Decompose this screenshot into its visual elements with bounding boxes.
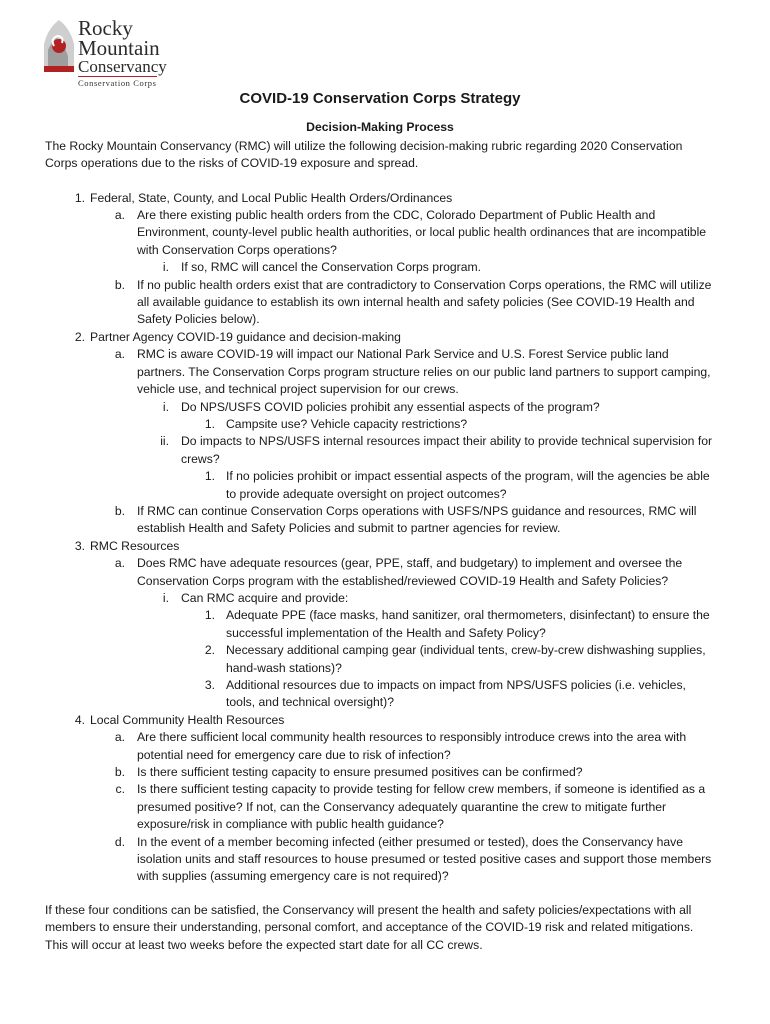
document-title: COVID-19 Conservation Corps Strategy bbox=[239, 90, 521, 107]
outline-item bbox=[45, 834, 715, 886]
list-text: Is there sufficient testing capacity to provide testing for fellow crew members, if someone is identified as a presumed positive? If not, can the Conservancy adequately quarantine the crew to mitigate further exposure/risk in compliance with public health guidance? bbox=[137, 782, 706, 832]
outline-item bbox=[45, 329, 715, 346]
list-text: Is there sufficient testing capacity to ensure presumed positives can be confirmed? bbox=[137, 765, 583, 780]
list-marker: a. bbox=[114, 347, 125, 362]
outline-item bbox=[45, 538, 715, 555]
list-text: If no public health orders exist that are contradictory to Conservation Corps operations, the RMC will utilize all available guidance to establish its own internal health and safety policies (See COVID-19 Health and Safety Policies below). bbox=[137, 277, 712, 327]
list-marker: 2. bbox=[204, 643, 215, 658]
list-text: If RMC can continue Conservation Corps operations with USFS/NPS guidance and resources, RMC will establish Health and Safety Policies and submit to partner agencies for review. bbox=[137, 503, 697, 536]
outline-item bbox=[45, 729, 715, 764]
list-text: RMC Resources bbox=[90, 538, 180, 553]
outline-item bbox=[45, 503, 715, 538]
logo-subline: Conservation Corps bbox=[78, 78, 157, 88]
list-marker: ii. bbox=[160, 434, 169, 449]
outline-item bbox=[45, 259, 715, 276]
outline-item bbox=[45, 433, 715, 468]
outline-level-2 bbox=[45, 729, 715, 886]
list-text: If so, RMC will cancel the Conservation Corps program. bbox=[181, 260, 482, 275]
list-text: Partner Agency COVID-19 guidance and decision-making bbox=[90, 329, 401, 344]
list-text: Local Community Health Resources bbox=[90, 712, 285, 727]
outline-level-2 bbox=[45, 346, 715, 537]
outline-level-2 bbox=[45, 555, 715, 712]
outline-item bbox=[45, 677, 715, 712]
list-marker: a. bbox=[114, 730, 125, 745]
list-text: Does RMC have adequate resources (gear, PPE, staff, and budgetary) to implement and oversee the Conservation Corps program with the established/reviewed COVID-19 Health and Safety Policies? bbox=[137, 556, 683, 588]
outline-level-3 bbox=[45, 259, 715, 276]
list-marker: a. bbox=[114, 208, 125, 223]
logo-line-1: Rocky bbox=[78, 16, 133, 40]
outline-item bbox=[45, 346, 715, 398]
document-body bbox=[45, 88, 715, 954]
list-marker: 2. bbox=[74, 329, 85, 344]
outline-level-1 bbox=[45, 190, 715, 886]
outline-item bbox=[45, 642, 715, 677]
outline-item bbox=[45, 190, 715, 207]
list-marker: i. bbox=[162, 590, 169, 605]
list-text: Are there sufficient local community health resources to responsibly introduce crews into the area with potential need for emergency care due to risk of infection? bbox=[137, 730, 687, 762]
logo-line-2: Mountain bbox=[78, 36, 160, 60]
outline-level-2 bbox=[45, 207, 715, 329]
list-text: Do impacts to NPS/USFS internal resources impact their ability to provide technical supervision for crews? bbox=[181, 434, 713, 466]
list-marker: 3. bbox=[204, 678, 215, 692]
list-marker: i. bbox=[162, 399, 169, 414]
list-marker: d. bbox=[114, 834, 125, 849]
list-marker: b. bbox=[114, 503, 125, 518]
outline-item bbox=[45, 590, 715, 607]
outline-item bbox=[45, 555, 715, 590]
list-marker: b. bbox=[114, 765, 125, 780]
list-text: Adequate PPE (face masks, hand sanitizer, oral thermometers, disinfectant) to ensure the successful implementation of the Health and Safety Policy? bbox=[226, 608, 710, 640]
list-text: In the event of a member becoming infected (either presumed or tested), does the Conservancy have isolation units and staff resources to house presumed or tested positive cases and support those members with supplies (assuming emergency care is not required)? bbox=[137, 834, 712, 884]
logo-line-3: Conservancy bbox=[78, 57, 167, 76]
list-marker: 1. bbox=[204, 608, 215, 623]
outline-item bbox=[45, 277, 715, 329]
list-text: Are there existing public health orders from the CDC, Colorado Department of Public Health and Environment, county-level public health authorities, or local public health ordinances that are incompatible with Conservation Corps operations? bbox=[137, 208, 707, 257]
bighorn-sheep-icon bbox=[42, 16, 76, 72]
list-marker: i. bbox=[162, 260, 169, 275]
outline-item bbox=[45, 764, 715, 781]
outline-level-4 bbox=[45, 416, 715, 433]
outline-item bbox=[45, 607, 715, 642]
list-text: If no policies prohibit or impact essential aspects of the program, will the agencies be able to provide adequate oversight on project outcomes? bbox=[226, 469, 710, 501]
document-subtitle: Decision-Making Process bbox=[306, 120, 454, 135]
outline-item bbox=[45, 468, 715, 503]
outline-level-4 bbox=[45, 607, 715, 711]
list-marker: 1. bbox=[204, 469, 215, 484]
list-text: Do NPS/USFS COVID policies prohibit any essential aspects of the program? bbox=[181, 399, 600, 414]
list-marker: b. bbox=[114, 277, 125, 292]
list-marker: c. bbox=[115, 782, 125, 797]
outline-item bbox=[45, 712, 715, 729]
outline-item bbox=[45, 416, 715, 433]
list-text: Campsite use? Vehicle capacity restrictions? bbox=[226, 416, 468, 431]
outline-level-3 bbox=[45, 399, 715, 503]
list-marker: 1. bbox=[204, 416, 215, 431]
outline-item bbox=[45, 781, 715, 833]
closing-paragraph: If these four conditions can be satisfied, the Conservancy will present the health and safety policies/expectations with all members to ensure their understanding, personal comfort, and acceptance of the COVID-19 risk and related mitigations. This will occur at least two weeks before the expected start date for all CC crews. bbox=[45, 902, 694, 952]
outline-level-3 bbox=[45, 590, 715, 712]
list-text: Can RMC acquire and provide: bbox=[181, 590, 349, 605]
intro-paragraph: The Rocky Mountain Conservancy (RMC) will utilize the following decision-making rubric regarding 2020 Conservation Corps operations due to the risks of COVID-19 exposure and spread. bbox=[45, 138, 683, 171]
list-marker: a. bbox=[114, 556, 125, 571]
outline-level-4 bbox=[45, 468, 715, 503]
list-text: Necessary additional camping gear (individual tents, crew-by-crew dishwashing supplies, hand-wash stations)? bbox=[226, 643, 706, 675]
rmc-logo bbox=[42, 14, 182, 86]
list-marker: 1. bbox=[74, 190, 85, 205]
decision-outline bbox=[45, 190, 715, 886]
list-text: Additional resources due to impacts on impact from NPS/USFS policies (i.e. vehicles, tools, and technical oversight)? bbox=[226, 678, 686, 710]
outline-item bbox=[45, 207, 715, 259]
outline-item bbox=[45, 399, 715, 416]
list-text: Federal, State, County, and Local Public Health Orders/Ordinances bbox=[90, 190, 453, 205]
list-marker: 4. bbox=[74, 712, 85, 727]
list-text: RMC is aware COVID-19 will impact our National Park Service and U.S. Forest Service public land partners. The Conservation Corps program structure relies on our public land partners to support camping, vehicle use, and technical project supervision for our crews. bbox=[137, 347, 711, 397]
list-marker: 3. bbox=[74, 538, 85, 553]
